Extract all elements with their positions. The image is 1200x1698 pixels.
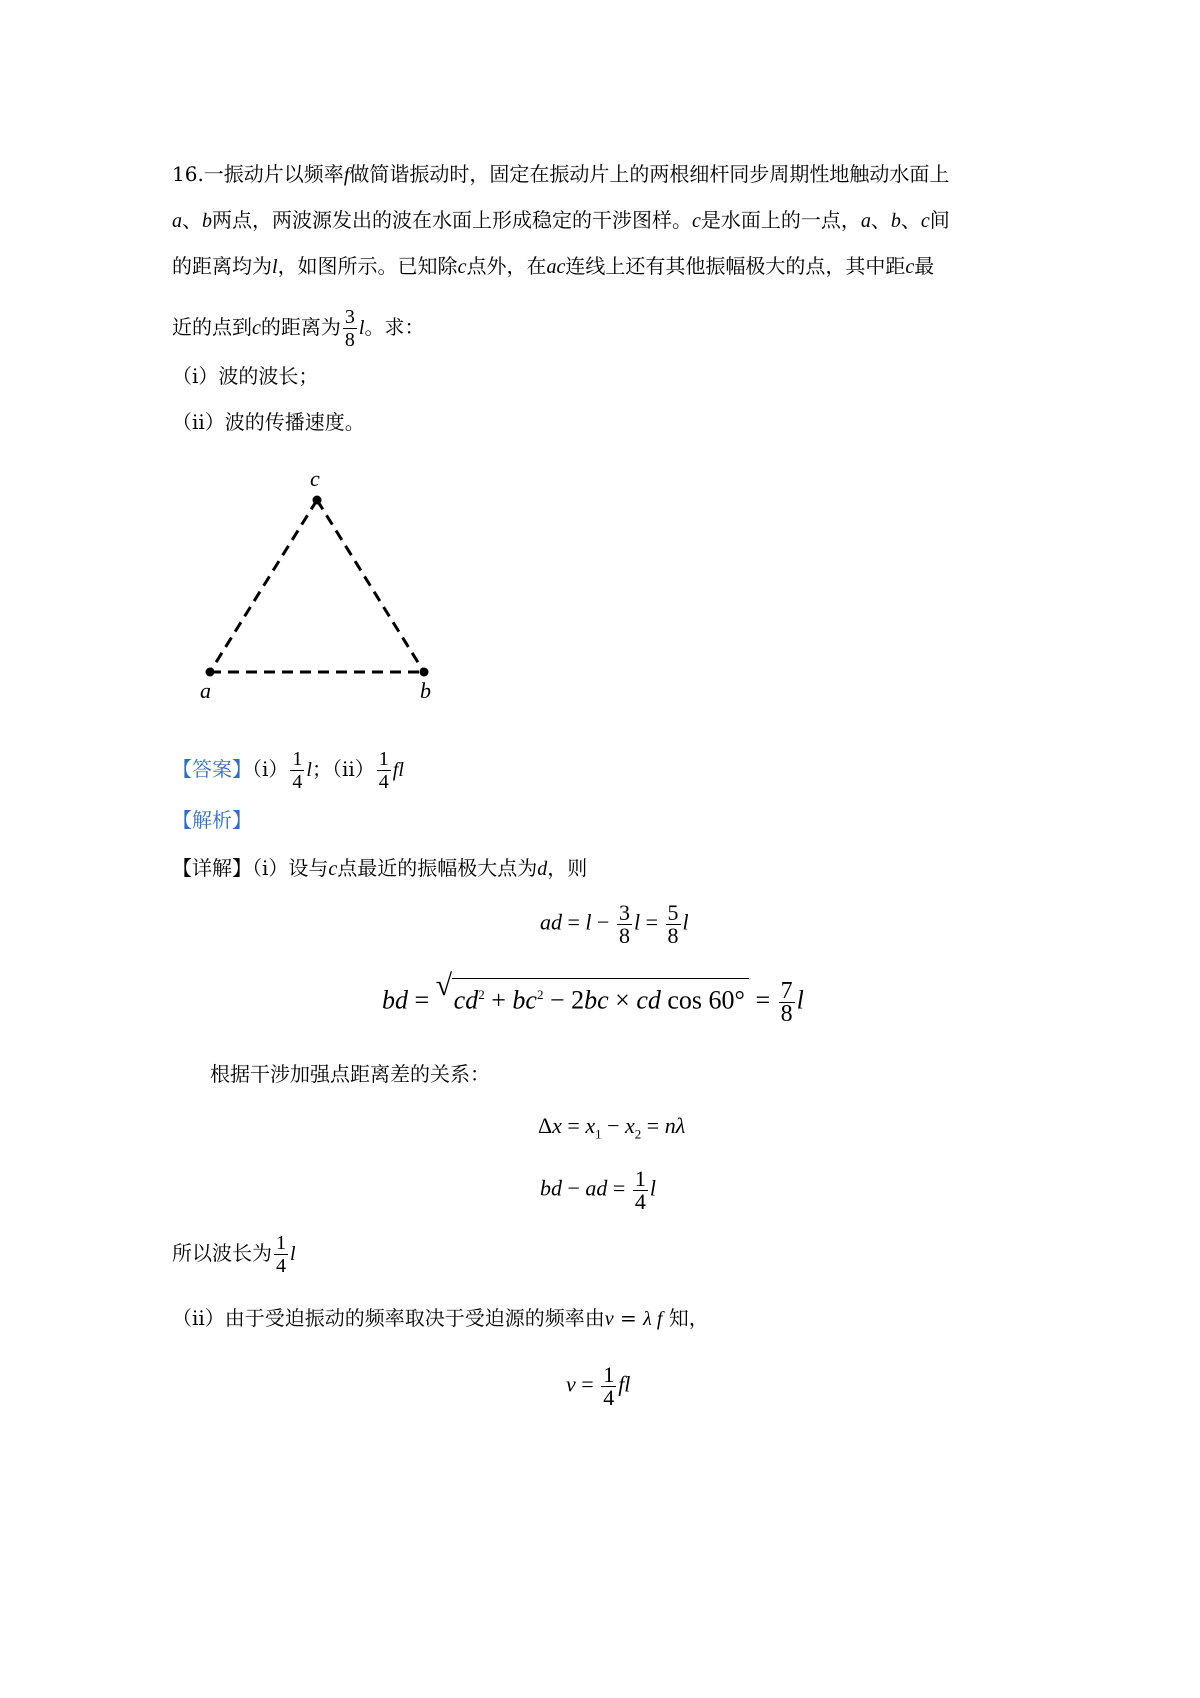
var-l: l: [290, 1243, 296, 1265]
equation-bd-ad: [540, 1168, 656, 1213]
exponent: 2: [536, 987, 544, 1002]
part2-line: [172, 1304, 709, 1333]
var-c: c: [328, 858, 338, 880]
subscript: 2: [634, 1126, 642, 1142]
denominator: 4: [378, 771, 389, 793]
text: 间: [929, 208, 950, 232]
text: ，则: [547, 856, 588, 880]
numerator: 7: [780, 978, 793, 1005]
var-l: l: [306, 759, 312, 781]
operator: =: [575, 1371, 600, 1397]
fraction-1-4: [274, 1232, 288, 1277]
equation-v: [566, 1364, 630, 1409]
analysis-tag: 【解析】: [172, 808, 252, 832]
operator: =: [561, 1113, 586, 1138]
text: 16.一振动片以频率: [172, 162, 344, 186]
term: bd: [382, 985, 408, 1015]
text: 、: [870, 208, 891, 232]
operator: −: [562, 1175, 586, 1201]
fraction-1-4: [290, 748, 304, 793]
text: 的距离为: [260, 315, 341, 339]
operator: =: [408, 985, 436, 1015]
equation-delta-x: [538, 1112, 685, 1148]
label-c: c: [310, 470, 320, 491]
text: 、: [900, 208, 921, 232]
term: l: [796, 985, 804, 1015]
term: fl: [618, 1371, 631, 1397]
radicand: [452, 978, 749, 1015]
question-line-3: [172, 252, 934, 281]
text: 近的点到: [172, 315, 252, 339]
denominator: 4: [276, 1255, 286, 1277]
equation-bd: [382, 969, 804, 1028]
relation-text: 根据干涉加强点距离差的关系：: [210, 1062, 490, 1086]
var-a: a: [860, 210, 871, 232]
numerator: 1: [378, 748, 389, 770]
text: 是水面上的一点，: [700, 208, 861, 232]
text: （i）: [252, 757, 289, 781]
operator: ×: [608, 985, 637, 1015]
numerator: 3: [618, 900, 630, 925]
text: 连线上还有其他振幅极大的点，其中距: [565, 254, 906, 278]
operator: − 2: [543, 985, 585, 1015]
radical-sign: √: [435, 969, 453, 1002]
text: 。求：: [364, 315, 425, 339]
text: 两点，两波源发出的波在水面上形成稳定的干涉图样。: [212, 208, 692, 232]
numerator: 1: [276, 1232, 286, 1254]
fraction-3-8: [617, 902, 632, 947]
detail-tag: 【详解】: [172, 856, 252, 880]
text: 做简谐振动时，固定在振动片上的两根细杆同步周期性地触动水面上: [349, 162, 950, 186]
term: v: [566, 1371, 576, 1397]
operator: =: [641, 1113, 665, 1138]
denominator: 8: [780, 1001, 793, 1028]
text: （i）设与: [252, 856, 329, 880]
operator: −: [591, 909, 615, 935]
edge-ac: [210, 500, 317, 672]
operator: =: [607, 1175, 631, 1201]
term: cos 60°: [660, 985, 745, 1015]
point-c: [313, 496, 322, 505]
term: l: [585, 909, 592, 935]
text: （ii）: [331, 757, 375, 781]
equation-ad: [540, 902, 689, 947]
term: l: [649, 1175, 656, 1201]
fraction-5-8: [666, 902, 681, 947]
question-line-1: [172, 160, 949, 189]
denominator: 8: [667, 923, 679, 948]
term: cd: [453, 985, 479, 1015]
term: x: [585, 1113, 596, 1138]
var-v: v: [604, 1308, 614, 1330]
answer-line: [172, 748, 404, 793]
operator: Δ: [538, 1113, 553, 1138]
operator: +: [484, 985, 513, 1015]
text: 最: [914, 254, 935, 278]
var-b: b: [202, 210, 212, 232]
term: bc: [584, 985, 609, 1015]
conclusion-line: [172, 1232, 296, 1277]
numerator: 3: [344, 306, 355, 328]
var-l: l: [358, 317, 365, 339]
point-b: [420, 668, 429, 677]
fraction-1-4: [601, 1364, 616, 1409]
operator: −: [601, 1113, 626, 1138]
text: 、: [182, 208, 202, 232]
operator: =: [562, 909, 586, 935]
var-c: c: [457, 256, 467, 278]
fraction-3-8: [343, 306, 357, 351]
var-c: c: [920, 210, 930, 232]
denominator: 4: [603, 1385, 615, 1410]
term: bd: [540, 1175, 562, 1201]
question-line-2: [172, 206, 950, 235]
text: （ii）由于受迫振动的频率取决于受迫源的频率由: [172, 1306, 605, 1330]
subscript: 1: [595, 1126, 602, 1142]
operator: =: [640, 909, 664, 935]
term: ad: [585, 1175, 608, 1201]
detail-intro: [172, 854, 587, 883]
label-a: a: [200, 678, 211, 703]
term: ad: [540, 909, 562, 935]
text: 的距离均为: [172, 254, 272, 278]
exponent: 2: [478, 987, 485, 1002]
answer-tag: 【答案】: [172, 757, 252, 781]
text: 点外，在: [466, 254, 547, 278]
operator: =: [748, 985, 777, 1015]
numerator: 5: [667, 900, 679, 925]
var-f: f: [343, 164, 350, 186]
text: 所以波长为: [172, 1241, 272, 1265]
edge-bc: [317, 500, 424, 672]
denominator: 8: [344, 329, 355, 351]
var-lambda-f: λ f: [643, 1308, 663, 1330]
fraction-7-8: [779, 978, 795, 1028]
var-l: l: [272, 256, 278, 278]
fraction-1-4: [377, 748, 391, 793]
term: x: [625, 1113, 635, 1138]
text: 点最近的振幅极大点为: [337, 856, 538, 880]
sub-question-2: （ii）波的传播速度。: [172, 410, 365, 434]
var-fl: fl: [392, 759, 404, 781]
var-ac: ac: [546, 256, 566, 278]
term: l: [682, 909, 689, 935]
var-a: a: [172, 210, 182, 232]
point-a: [206, 668, 215, 677]
question-line-4: [172, 306, 424, 351]
denominator: 8: [618, 923, 630, 948]
term: l: [633, 909, 641, 935]
denominator: 4: [292, 771, 303, 793]
square-root: [435, 969, 749, 1015]
text: ，如图所示。已知除: [277, 254, 458, 278]
term: nλ: [664, 1113, 686, 1138]
var-b: b: [890, 210, 901, 232]
numerator: 1: [603, 1362, 615, 1387]
operator: =: [613, 1306, 644, 1330]
var-d: d: [537, 858, 548, 880]
term: cd: [636, 985, 661, 1015]
numerator: 1: [292, 748, 303, 770]
var-c: c: [252, 317, 261, 339]
text: 知，: [662, 1306, 709, 1330]
numerator: 1: [634, 1166, 646, 1191]
term: bc: [512, 985, 537, 1015]
text: ；: [311, 757, 332, 781]
label-b: b: [420, 678, 431, 703]
denominator: 4: [634, 1189, 646, 1214]
triangle-figure: [190, 470, 450, 710]
sub-question-1: （i）波的波长；: [172, 364, 319, 388]
var-c: c: [905, 256, 915, 278]
fraction-1-4: [633, 1168, 648, 1213]
var-c: c: [692, 210, 701, 232]
term: x: [552, 1113, 562, 1138]
